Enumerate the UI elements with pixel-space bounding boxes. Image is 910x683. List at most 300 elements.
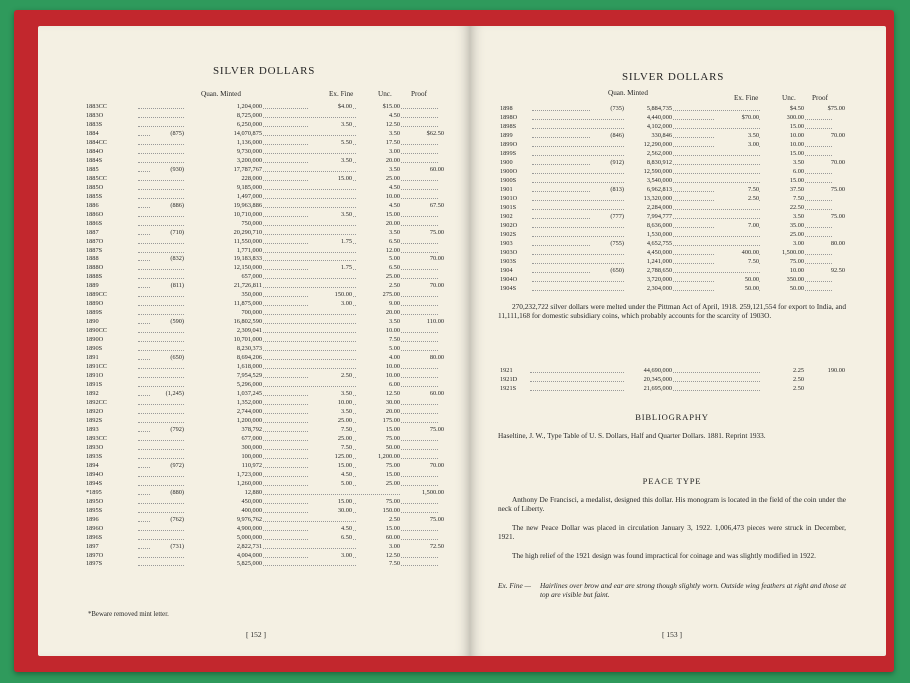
cell-proof-mintage: (650) [150,353,184,362]
table-row [38,542,470,551]
cell-date: 1889CC [86,291,107,299]
cell-proof: 70.00 [400,461,444,470]
left-header-quan: Quan. Minted [201,90,241,98]
cell-quantity: 657,000 [184,272,262,281]
table-row [38,425,470,434]
cell-proof: 70.00 [805,158,845,167]
cell-date: 1896O [86,524,104,532]
cell-unc: 15.00 [356,524,400,533]
cell-date: 1886S [86,219,103,227]
table-row [38,111,470,120]
cell-date: 1885CC [86,174,107,182]
cell-unc: 35.00 [760,221,804,230]
cell-unc: 30.00 [356,398,400,407]
exfine-text: Hairlines over brow and ear are strong though slightly worn. Outside wing feathers at right and those at top are visible but faint. [540,581,846,600]
cell-date: 1884 [86,129,99,137]
cell-ex-fine: 25.00 [308,434,352,443]
left-page-number: [ 152 ] [246,630,266,639]
table-row [470,167,886,176]
cell-ex-fine: 7.50 [308,425,352,434]
cell-date: 1890 [86,318,99,326]
cell-unc: 7.50 [760,194,804,203]
cell-date: *1895 [86,488,102,496]
cell-date: 1892S [86,416,103,424]
table-row [38,443,470,452]
table-row [38,219,470,228]
table-row [470,212,886,221]
right-header-proof: Proof [812,94,828,102]
cell-quantity: 378,792 [184,425,262,434]
cell-quantity: 16,802,590 [184,317,262,326]
cell-proof: 75.00 [400,228,444,237]
cell-date: 1883O [86,111,104,119]
table-row [38,452,470,461]
table-row [38,129,470,138]
cell-date: 1887 [86,228,99,236]
cell-quantity: 4,652,755 [624,239,672,248]
cell-unc: 12.50 [356,551,400,560]
cell-proof: 80.00 [805,239,845,248]
table-row [38,299,470,308]
cell-proof-mintage: (886) [150,201,184,210]
table-row [38,165,470,174]
table-row [38,201,470,210]
table-row [470,149,886,158]
cell-quantity: 4,102,000 [624,122,672,131]
cell-unc: 6.50 [356,263,400,272]
cell-proof: 70.00 [805,131,845,140]
cell-unc: 5.00 [356,254,400,263]
cell-unc: 175.00 [356,416,400,425]
cell-proof-mintage: (735) [590,104,624,113]
table-row [470,122,886,131]
cell-unc: 3.00 [760,239,804,248]
cell-unc: 15.00 [760,149,804,158]
cell-quantity: 8,830,912 [624,158,672,167]
cell-quantity: 3,540,000 [624,176,672,185]
cell-unc: 20.00 [356,219,400,228]
cell-unc: 3.50 [760,158,804,167]
table-row [470,239,886,248]
cell-date: 1886 [86,201,99,209]
peace-paragraph-3: The high relief of the 1921 design was found impractical for coinage and was slightly modified in 1922. [512,551,816,560]
table-row [38,120,470,129]
cell-date: 1921S [500,385,517,393]
cell-unc: 10.00 [760,266,804,275]
cell-unc: 2.25 [760,366,804,375]
cell-quantity: 1,723,000 [184,470,262,479]
cell-quantity: 700,000 [184,308,262,317]
cell-quantity: 10,701,000 [184,335,262,344]
table-row [38,371,470,380]
table-row [38,228,470,237]
cell-proof: 80.00 [400,353,444,362]
table-row [38,138,470,147]
cell-date: 1893O [86,443,104,451]
cell-unc: 6.50 [356,237,400,246]
cell-quantity: 750,000 [184,219,262,228]
table-row [38,326,470,335]
cell-proof: 92.50 [805,266,845,275]
cell-ex-fine: 2.50 [308,371,352,380]
cell-quantity: 8,725,000 [184,111,262,120]
table-row [470,230,886,239]
table-row [38,434,470,443]
table-row [470,185,886,194]
cell-quantity: 1,200,000 [184,416,262,425]
table-row [38,192,470,201]
table-row [470,113,886,122]
cell-date: 1888O [86,264,104,272]
cell-unc: 4.50 [356,183,400,192]
peace-type-heading: PEACE TYPE [642,476,702,486]
cell-quantity: 2,284,000 [624,203,672,212]
cell-proof-mintage: (811) [150,281,184,290]
left-header-exfine: Ex. Fine [329,90,354,98]
cell-quantity: 8,636,000 [624,221,672,230]
cell-quantity: 5,296,000 [184,380,262,389]
table-row [470,203,886,212]
cell-ex-fine: $70.00 [715,113,759,122]
cell-quantity: 1,260,000 [184,479,262,488]
table-row [38,335,470,344]
cell-unc: 15.00 [356,470,400,479]
cell-ex-fine: 125.00 [308,452,352,461]
cell-quantity: 1,204,000 [184,102,262,111]
cell-proof-mintage: (972) [150,461,184,470]
cell-date: 1901 [500,186,513,193]
table-row [470,176,886,185]
left-footnote: *Beware removed mint letter. [88,611,169,618]
cell-quantity: 1,618,000 [184,362,262,371]
cell-proof: 72.50 [400,542,444,551]
cell-date: 1891O [86,372,104,380]
table-row [38,263,470,272]
cell-proof-mintage: (875) [150,129,184,138]
cell-ex-fine: 1.75 [308,237,352,246]
cell-quantity: 4,004,000 [184,551,262,560]
cell-quantity: 1,241,000 [624,257,672,266]
table-row [38,389,470,398]
cell-date: 1887O [86,237,104,245]
table-row [38,210,470,219]
cell-unc: 3.50 [356,129,400,138]
cell-unc: 4.50 [356,201,400,210]
cell-date: 1895O [86,497,104,505]
cell-ex-fine: 3.00 [715,140,759,149]
cell-quantity: 9,730,000 [184,147,262,156]
cell-quantity: 20,345,000 [624,375,672,384]
peace-paragraph-2: The new Peace Dollar was placed in circulation January 3, 1922. 1,006,473 pieces were struck in December, 1921. [498,523,846,542]
table-row [38,524,470,533]
cell-unc: 37.50 [760,185,804,194]
bibliography-heading: BIBLIOGRAPHY [635,412,709,422]
cell-date: 1892 [86,390,99,398]
table-row [38,488,470,497]
table-row [470,284,886,293]
cell-quantity: 4,440,000 [624,113,672,122]
cell-date: 1901S [500,204,517,211]
cell-unc: 25.00 [760,230,804,239]
cell-unc: 10.00 [760,140,804,149]
cell-unc: 7.50 [356,335,400,344]
cell-ex-fine: 3.50 [308,407,352,416]
cell-ex-fine: 3.50 [308,156,352,165]
cell-date: 1888S [86,273,103,281]
cell-date: 1895S [86,506,103,514]
cell-quantity: 450,000 [184,497,262,506]
bibliography-text: Haseltine, J. W., Type Table of U. S. Dollars, Half and Quarter Dollars. 1881. Reprint 1933. [498,431,766,440]
cell-date: 1885S [86,192,103,200]
cell-quantity: 1,497,000 [184,192,262,201]
cell-date: 1897S [86,560,103,568]
cell-proof: 60.00 [400,389,444,398]
cell-date: 1891 [86,354,99,362]
cell-unc: 12.50 [356,389,400,398]
cell-unc: 5.00 [356,344,400,353]
cell-ex-fine: 7.00 [715,221,759,230]
cell-date: 1885O [86,183,104,191]
cell-unc: 350.00 [760,275,804,284]
cell-ex-fine: 3.50 [308,120,352,129]
cell-proof-mintage: (912) [590,158,624,167]
cell-quantity: 8,230,373 [184,344,262,353]
cell-unc: 25.00 [356,174,400,183]
cell-ex-fine: 3.00 [308,551,352,560]
cell-proof: 60.00 [400,165,444,174]
table-row [470,257,886,266]
cell-date: 1884S [86,156,103,164]
cell-date: 1893S [86,452,103,460]
cell-quantity: 4,450,000 [624,248,672,257]
table-row [38,344,470,353]
cell-ex-fine: 3.50 [715,131,759,140]
cell-unc: 22.50 [760,203,804,212]
cell-ex-fine: 15.00 [308,461,352,470]
cell-date: 1899S [500,150,517,157]
cell-date: 1902S [500,231,517,238]
left-page-title: SILVER DOLLARS [213,65,316,77]
cell-proof: 1,500.00 [400,488,444,497]
cell-unc: 75.00 [356,497,400,506]
cell-quantity: 5,825,000 [184,559,262,568]
cell-date: 1886O [86,210,104,218]
book [14,10,894,672]
cell-proof: 75.00 [805,212,845,221]
table-row [38,461,470,470]
cell-unc: 60.00 [356,533,400,542]
table-row [470,275,886,284]
cell-date: 1894O [86,470,104,478]
cell-unc: 50.00 [760,284,804,293]
cell-quantity: 1,771,000 [184,246,262,255]
cell-unc: 12.00 [356,246,400,255]
cell-ex-fine: 30.00 [308,506,352,515]
table-row [38,317,470,326]
cell-proof-mintage: (832) [150,254,184,263]
cell-ex-fine: 3.00 [308,299,352,308]
cell-date: 1885 [86,165,99,173]
table-row [470,158,886,167]
cell-proof: 67.50 [400,201,444,210]
table-row [470,140,886,149]
cell-unc: 1,200.00 [356,452,400,461]
cell-proof-mintage: (1,245) [150,389,184,398]
cell-quantity: 1,136,000 [184,138,262,147]
table-row [38,416,470,425]
cell-quantity: 400,000 [184,506,262,515]
cell-unc: 3.50 [356,165,400,174]
cell-quantity: 8,694,206 [184,353,262,362]
cell-quantity: 2,744,000 [184,407,262,416]
cell-unc: 20.00 [356,407,400,416]
cell-quantity: 44,690,000 [624,366,672,375]
table-row [38,147,470,156]
cell-ex-fine: 1.75 [308,263,352,272]
cell-proof-mintage: (880) [150,488,184,497]
cell-quantity: 11,875,000 [184,299,262,308]
cell-quantity: 2,788,650 [624,266,672,275]
cell-unc: 10.00 [356,371,400,380]
cell-date: 1897 [86,542,99,550]
table-row [38,102,470,111]
cell-quantity: 350,000 [184,290,262,299]
cell-proof-mintage: (755) [590,239,624,248]
right-header-quan: Quan. Minted [608,89,648,97]
cell-proof: 75.00 [400,425,444,434]
cell-quantity: 17,787,767 [184,165,262,174]
table-row [470,375,886,384]
cell-quantity: 7,954,529 [184,371,262,380]
cell-date: 1893CC [86,434,107,442]
cell-quantity: 4,900,000 [184,524,262,533]
cell-quantity: 21,695,000 [624,384,672,393]
cell-quantity: 300,000 [184,443,262,452]
cell-quantity: 12,150,000 [184,263,262,272]
table-row [38,353,470,362]
cell-ex-fine: 50.00 [715,275,759,284]
cell-quantity: 14,070,875 [184,129,262,138]
cell-proof: $75.00 [805,104,845,113]
cell-unc: $4.50 [760,104,804,113]
cell-date: 1903O [500,249,518,256]
cell-proof-mintage: (650) [590,266,624,275]
cell-proof: 70.00 [400,281,444,290]
cell-proof-mintage: (846) [590,131,624,140]
cell-ex-fine: 15.00 [308,174,352,183]
cell-quantity: 2,822,731 [184,542,262,551]
cell-date: 1892O [86,407,104,415]
cell-unc: 2.50 [760,384,804,393]
cell-date: 1896 [86,515,99,523]
right-page [470,26,886,656]
cell-unc: 75.00 [356,461,400,470]
cell-unc: 20.00 [356,156,400,165]
cell-ex-fine: 7.50 [715,257,759,266]
left-header-proof: Proof [411,90,427,98]
cell-quantity: 21,726,811 [184,281,262,290]
cell-date: 1900S [500,177,517,184]
cell-unc: 9.00 [356,299,400,308]
cell-date: 1904O [500,276,518,283]
cell-unc: 75.00 [760,257,804,266]
cell-date: 1884O [86,147,104,155]
cell-date: 1921D [500,376,518,384]
cell-ex-fine: 25.00 [308,416,352,425]
exfine-label: Ex. Fine — [498,581,532,590]
cell-date: 1900O [500,168,518,175]
table-row [38,506,470,515]
cell-ex-fine: 15.00 [308,497,352,506]
table-row [38,533,470,542]
cell-unc: 2.50 [356,515,400,524]
cell-ex-fine: 2.50 [715,194,759,203]
cell-unc: 10.00 [760,131,804,140]
table-row [470,384,886,393]
cell-quantity: 1,352,000 [184,398,262,407]
cell-quantity: 677,000 [184,434,262,443]
cell-quantity: 9,976,762 [184,515,262,524]
cell-quantity: 12,590,000 [624,167,672,176]
cell-ex-fine: 10.00 [308,398,352,407]
cell-date: 1899O [500,141,518,148]
left-page [38,26,470,656]
cell-unc: 15.00 [356,210,400,219]
cell-unc: 25.00 [356,479,400,488]
cell-quantity: 100,000 [184,452,262,461]
cell-proof-mintage: (762) [150,515,184,524]
cell-date: 1888 [86,255,99,263]
cell-unc: 12.50 [356,120,400,129]
cell-ex-fine: 3.50 [308,389,352,398]
cell-quantity: 10,710,000 [184,210,262,219]
cell-unc: 10.00 [356,362,400,371]
cell-date: 1903S [500,258,517,265]
cell-unc: 150.00 [356,506,400,515]
cell-proof-mintage: (930) [150,165,184,174]
cell-quantity: 228,000 [184,174,262,183]
cell-date: 1893 [86,425,99,433]
cell-quantity: 19,183,833 [184,254,262,263]
cell-unc: 3.50 [356,228,400,237]
table-row [470,366,886,375]
cell-quantity: 1,530,000 [624,230,672,239]
table-row [470,221,886,230]
table-row [38,237,470,246]
cell-ex-fine: 3.50 [308,210,352,219]
table-row [38,515,470,524]
table-row [38,183,470,192]
cell-proof: 70.00 [400,254,444,263]
cell-date: 1901O [500,195,518,202]
cell-proof: 190.00 [805,366,845,375]
right-header-unc: Unc. [782,94,796,102]
cell-unc: 15.00 [760,176,804,185]
cell-date: 1884CC [86,138,107,146]
cell-date: 1890O [86,336,104,344]
table-row [470,131,886,140]
cell-date: 1889 [86,282,99,290]
table-row [38,362,470,371]
table-row [470,266,886,275]
table-row [38,308,470,317]
cell-date: 1897O [86,551,104,559]
cell-date: 1903 [500,240,513,247]
cell-unc: 3.50 [760,212,804,221]
cell-proof-mintage: (792) [150,425,184,434]
cell-unc: 20.00 [356,308,400,317]
cell-proof: 75.00 [805,185,845,194]
